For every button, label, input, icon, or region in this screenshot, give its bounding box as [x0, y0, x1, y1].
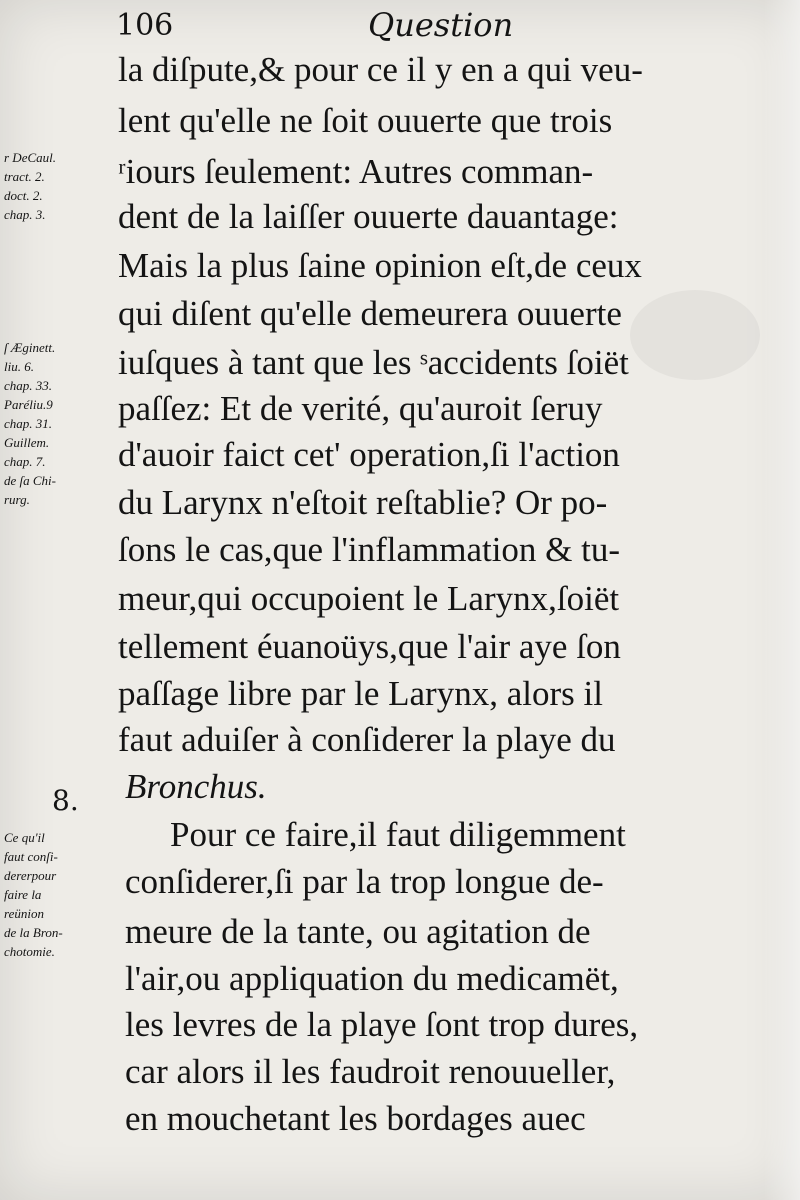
- running-head: Question: [368, 6, 514, 44]
- text-line: d'auoir faict cet' operation,ſi l'action: [118, 435, 620, 474]
- text-line: iuſques à tant que les ˢaccidents ſoiët: [118, 343, 629, 382]
- text-line: l'air,ou appliquation du medicamët,: [125, 959, 619, 998]
- text-line: conſiderer,ſi par la trop longue de-: [125, 862, 604, 901]
- text-line: Mais la plus ſaine opinion eſt,de ceux: [118, 246, 642, 285]
- text-line: paſſez: Et de verité, qu'auroit ſeruy: [118, 389, 603, 428]
- text-line: meure de la tante, ou agitation de: [125, 912, 591, 951]
- text-line: ʳiours ſeulement: Autres comman-: [118, 152, 594, 191]
- page-number: 106: [116, 8, 174, 43]
- text-line: la diſpute,& pour ce il y en a qui veu-: [118, 50, 643, 89]
- margin-note-summary: Ce qu'il faut conſi- dererpour faire la reünion de la Bron- chotomie.: [4, 830, 63, 959]
- text-line: tellement éuanoüys,que l'air aye ſon: [118, 627, 621, 666]
- section-number: 8.: [52, 784, 79, 817]
- text-line: lent qu'elle ne ſoit ouuerte que trois: [118, 101, 613, 140]
- text-line: meur,qui occupoient le Larynx,ſoiët: [118, 579, 620, 618]
- text-line: dent de la laiſſer ouuerte dauantage:: [118, 197, 619, 236]
- text-line: Bronchus.: [125, 767, 267, 806]
- text-line: qui diſent qu'elle demeurera ouuerte: [118, 294, 622, 333]
- margin-note-reference-2: ſ Æginett. liu. 6. chap. 33. Paréliu.9 chap. 31. Guillem. chap. 7. de ſa Chi- rurg.: [4, 340, 56, 507]
- text-line: faut aduiſer à conſiderer la playe du: [118, 720, 616, 759]
- text-line: car alors il les faudroit renouueller,: [125, 1052, 616, 1091]
- text-line: paſſage libre par le Larynx, alors il: [118, 674, 603, 713]
- margin-note-reference-1: r DeCaul. tract. 2. doct. 2. chap. 3.: [4, 150, 56, 222]
- text-line: en mouchetant les bordages auec: [125, 1099, 586, 1138]
- text-line: Pour ce faire,il faut diligemment: [170, 815, 626, 854]
- text-line: ſons le cas,que l'inflammation & tu-: [118, 530, 621, 569]
- text-line: du Larynx n'eſtoit reſtablie? Or po-: [118, 483, 608, 522]
- text-line: les levres de la playe ſont trop dures,: [125, 1005, 639, 1044]
